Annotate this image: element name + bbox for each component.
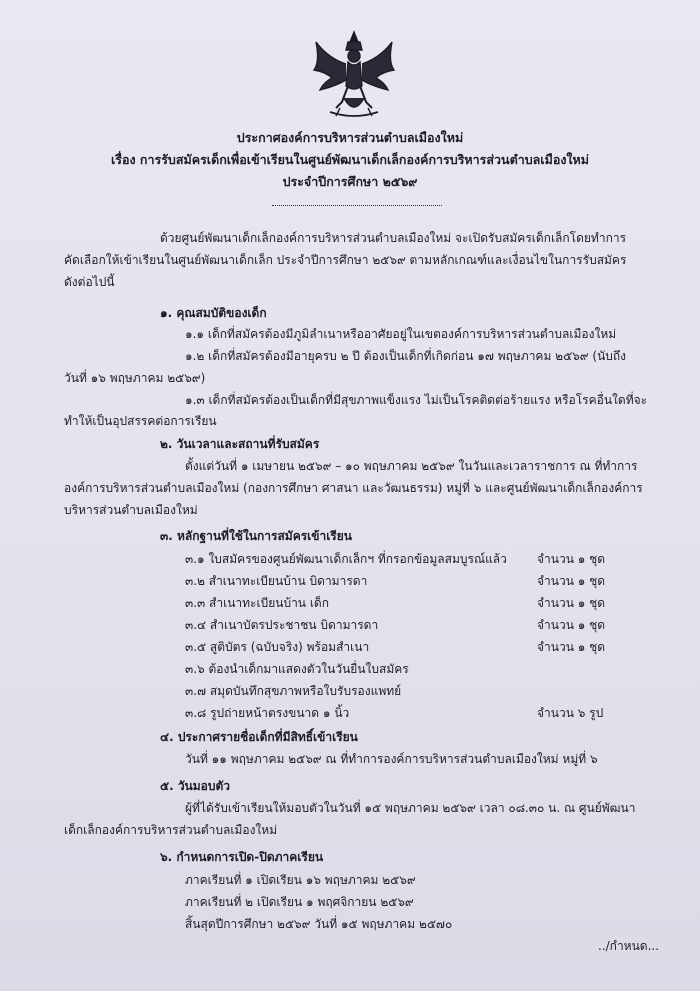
section-1-heading: ๑. คุณสมบัติของเด็ก: [160, 306, 267, 320]
doc-item-qty: จำนวน ๑ ชุด: [537, 618, 606, 632]
section-1-item-2-cont: วันที่ ๑๖ พฤษภาคม ๒๕๖๙): [64, 371, 206, 385]
section-4-heading: ๔. ประกาศรายชื่อเด็กที่มีสิทธิ์เข้าเรียน: [160, 730, 358, 744]
doc-item-text: ๓.๕ สูติบัตร (ฉบับจริง) พร้อมสำเนา: [185, 640, 370, 654]
garuda-emblem: [306, 28, 402, 124]
doc-item-qty: จำนวน ๑ ชุด: [537, 552, 606, 566]
section-5-heading: ๕. วันมอบตัว: [160, 779, 231, 793]
doc-item-qty: จำนวน ๑ ชุด: [537, 640, 606, 654]
doc-item-qty: จำนวน ๑ ชุด: [537, 596, 606, 610]
intro-line-1: ด้วยศูนย์พัฒนาเด็กเล็กองค์การบริหารส่วนตำบลเมืองใหม่ จะเปิดรับสมัครเด็กเล็กโดยทำการ: [160, 231, 627, 245]
dotted-divider: [272, 205, 442, 206]
announcement-subject: เรื่อง การรับสมัครเด็กเพื่อเข้าเรียนในศูนย์พัฒนาเด็กเล็กองค์การบริหารส่วนตำบลเมืองใหม่: [110, 152, 590, 167]
doc-item-text: ๓.๗ สมุดบันทึกสุขภาพหรือใบรับรองแพทย์: [185, 684, 402, 698]
section-1-item-3-cont: ทำให้เป็นอุปสรรคต่อการเรียน: [64, 414, 217, 428]
doc-item-text: ๓.๒ สำเนาทะเบียนบ้าน บิดามารดา: [185, 574, 368, 588]
doc-item-text: ๓.๔ สำเนาบัตรประชาชน บิดามารดา: [185, 618, 379, 632]
section-5-line-2: เด็กเล็กองค์การบริหารส่วนตำบลเมืองใหม่: [64, 823, 278, 837]
announcement-issuer: ประกาศองค์การบริหารส่วนตำบลเมืองใหม่: [236, 130, 464, 145]
section-2-line-3: บริหารส่วนตำบลเมืองใหม่: [64, 503, 198, 517]
doc-item-text: ๓.๓ สำเนาทะเบียนบ้าน เด็ก: [185, 596, 329, 610]
section-4-line-1: วันที่ ๑๑ พฤษภาคม ๒๕๖๙ ณ ที่ทำการองค์การบริหารส่วนตำบลเมืองใหม่ หมู่ที่ ๖: [185, 752, 598, 766]
doc-item-qty: จำนวน ๑ ชุด: [537, 574, 606, 588]
intro-line-3: ดังต่อไปนี้: [64, 275, 115, 289]
continued-marker: ../กำหนด...: [598, 939, 660, 953]
section-6-heading: ๖. กำหนดการเปิด-ปิดภาคเรียน: [160, 850, 324, 864]
doc-item-text: ๓.๘ รูปถ่ายหน้าตรงขนาด ๑ นิ้ว: [185, 706, 350, 720]
doc-item-text: ๓.๑ ใบสมัครของศูนย์พัฒนาเด็กเล็กฯ ที่กรอกข้อมูลสมบูรณ์แล้ว: [185, 552, 507, 566]
academic-year: ประจำปีการศึกษา ๒๕๖๙: [282, 174, 418, 189]
section-5-line-1: ผู้ที่ได้รับเข้าเรียนให้มอบตัวในวันที่ ๑๕ พฤษภาคม ๒๕๖๙ เวลา ๐๘.๓๐ น. ณ ศูนย์พัฒนา: [185, 801, 636, 815]
doc-item-text: ๓.๖ ต้องนำเด็กมาแสดงตัวในวันยื่นใบสมัคร: [185, 662, 409, 676]
section-1-item-1: ๑.๑ เด็กที่สมัครต้องมีภูมิลำเนาหรืออาศัยอยู่ในเขตองค์การบริหารส่วนตำบลเมืองใหม่: [185, 327, 617, 341]
section-3-heading: ๓. หลักฐานที่ใช้ในการสมัครเข้าเรียน: [160, 529, 352, 543]
term-1-row: ภาคเรียนที่ ๑ เปิดเรียน ๑๖ พฤษภาคม ๒๕๖๙: [185, 873, 416, 887]
section-1-item-2: ๑.๒ เด็กที่สมัครต้องมีอายุครบ ๒ ปี ต้องเป็นเด็กที่เกิดก่อน ๑๗ พฤษภาคม ๒๕๖๙ (นับถึง: [185, 349, 627, 363]
doc-item-qty: จำนวน ๖ รูป: [537, 706, 604, 720]
section-2-heading: ๒. วันเวลาและสถานที่รับสมัคร: [160, 437, 320, 451]
year-end-row: สิ้นสุดปีการศึกษา ๒๕๖๙ วันที่ ๑๕ พฤษภาคม ๒๕๗๐: [185, 917, 453, 931]
section-2-line-2: องค์การบริหารส่วนตำบลเมืองใหม่ (กองการศึกษา ศาสนา และวัฒนธรรม) หมู่ที่ ๖ และศูนย์พัฒนาเด็กเล็กองค์การ: [64, 481, 643, 495]
section-2-line-1: ตั้งแต่วันที่ ๑ เมษายน ๒๕๖๙ – ๑๐ พฤษภาคม ๒๕๖๙ ในวันและเวลาราชการ ณ ที่ทำการ: [185, 459, 638, 473]
section-1-item-3: ๑.๓ เด็กที่สมัครต้องเป็นเด็กที่มีสุขภาพแข็งแรง ไม่เป็นโรคติดต่อร้ายแรง หรือโรคอื่นใดที่จะ: [185, 393, 648, 407]
intro-line-2: คัดเลือกให้เข้าเรียนในศูนย์พัฒนาเด็กเล็ก ประจำปีการศึกษา ๒๕๖๙ ตามหลักเกณฑ์และเงื่อนไขในการรับสมัคร: [64, 253, 627, 267]
term-2-row: ภาคเรียนที่ ๒ เปิดเรียน ๑ พฤศจิกายน ๒๕๖๙: [185, 895, 414, 909]
